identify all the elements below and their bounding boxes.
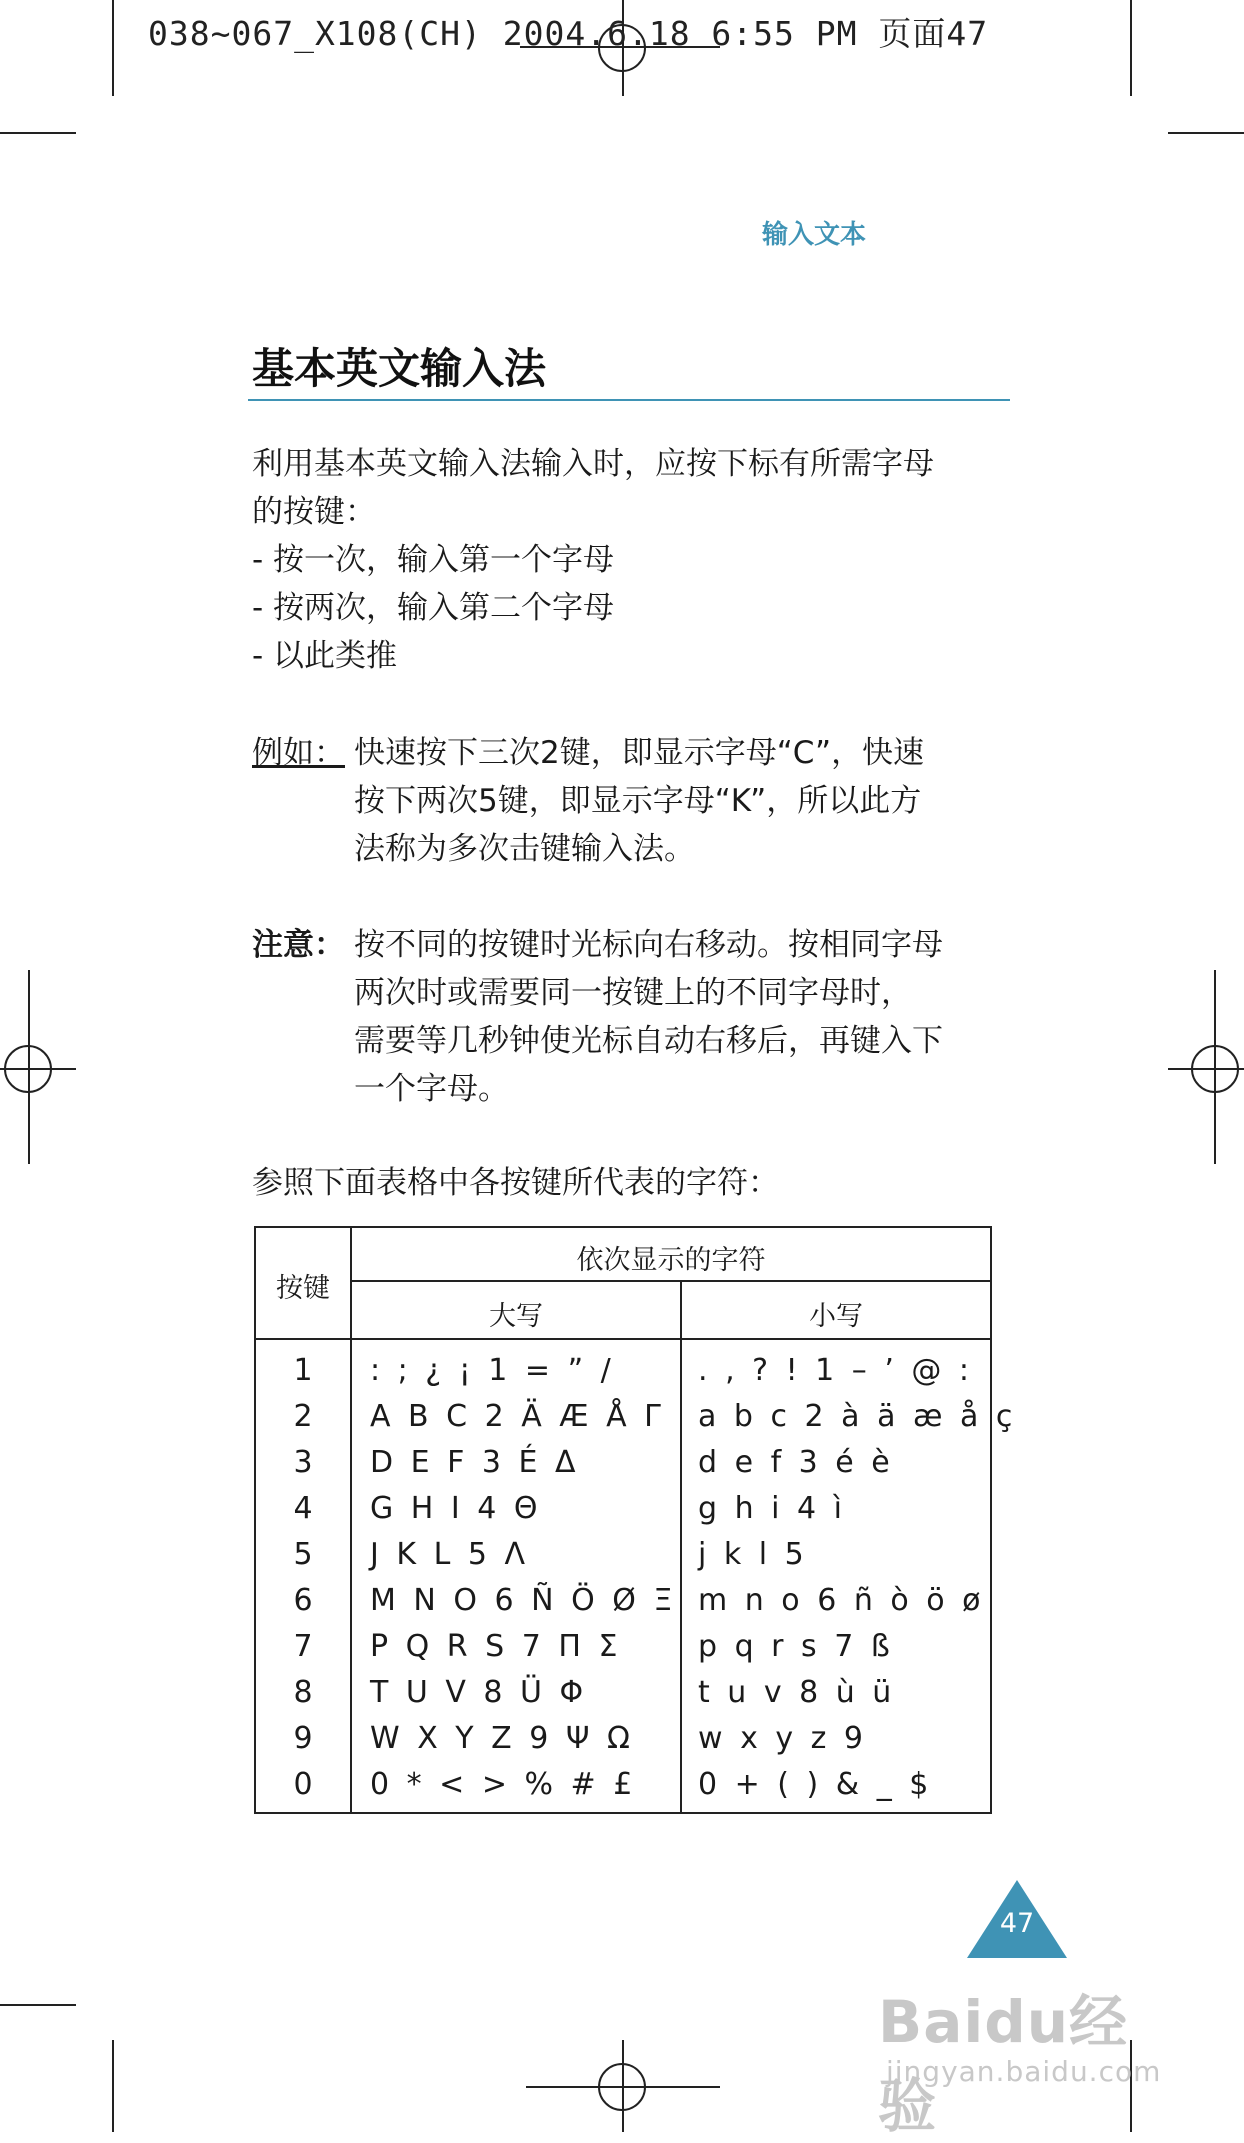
intro-line: - 按两次，输入第二个字母 [252,590,615,626]
table-caption: 参照下面表格中各按键所代表的字符： [252,1165,779,1201]
table-divider [350,1280,990,1282]
intro-line: 利用基本英文输入法输入时，应按下标有所需字母 [252,446,934,482]
registration-circle-left [4,1045,52,1093]
crop-mark [1168,132,1244,134]
watermark-logo: Baidu经验 [878,1988,1129,2140]
crop-mark [112,0,114,96]
header-lower: 小写 [809,1301,863,1332]
lower-cell: d e f 3 é è [698,1445,894,1480]
header-key: 按键 [276,1273,330,1304]
lower-cell: w x y z 9 [698,1721,868,1756]
lower-cell: a b c 2 à ä æ å ç [698,1399,1017,1434]
character-table [254,1226,1017,1814]
example-text [354,729,924,873]
header-chars: 依次显示的字符 [576,1245,766,1276]
page-title: 基本英文输入法 [252,344,547,393]
table-divider [256,1338,990,1340]
note-line: 两次时或需要同一按键上的不同字母时， [354,975,912,1011]
intro-line: - 以此类推 [252,638,398,674]
title-rule [248,399,1010,401]
crop-mark [112,2040,114,2132]
note-text [354,921,943,1113]
key-cell: 9 [293,1721,313,1756]
registration-circle-right [1191,1045,1239,1093]
upper-cell: P Q R S 7 Π Σ [370,1629,622,1664]
upper-cell: D E F 3 É Δ [370,1445,580,1480]
upper-cell: T U V 8 Ü Φ [370,1675,588,1710]
note-line: 需要等几秒钟使光标自动右移后，再键入下 [354,1023,943,1059]
key-cell: 8 [293,1675,313,1710]
registration-circle-bottom [598,2063,646,2111]
example-label: 例如： [252,735,345,771]
key-cell: 2 [293,1399,313,1434]
crop-mark [0,2004,76,2006]
example-line: 按下两次5键，即显示字母“K”，所以此方 [354,783,922,819]
section-label: 输入文本 [762,220,867,250]
key-cell: 0 [293,1767,313,1802]
print-slug: 038~067_X108(CH) 2004.6.18 6:55 PM 页面47 [148,14,989,53]
upper-cell: A B C 2 Ä Æ Å Γ [370,1399,665,1434]
watermark-url: jingyan.baidu.com [886,2055,1162,2088]
key-cell: 5 [293,1537,313,1572]
upper-cell: G H I 4 Θ [370,1491,542,1526]
key-cell: 7 [293,1629,313,1664]
page-number: 47 [999,1908,1035,1939]
lower-cell: t u v 8 ù ü [698,1675,896,1710]
lower-cell: . , ? ! 1 – ’ @ : [698,1353,974,1388]
header-upper: 大写 [489,1301,543,1332]
example-line: 快速按下三次2键，即显示字母“C”，快速 [354,735,925,771]
lower-cell: g h i 4 ì [698,1491,846,1526]
table-divider [680,1280,682,1812]
crop-mark [0,132,76,134]
key-cell: 6 [293,1583,313,1618]
intro-paragraph [252,440,934,680]
intro-line: - 按一次，输入第一个字母 [252,542,615,578]
lower-cell: p q r s 7 ß [698,1629,894,1664]
note-line: 一个字母。 [354,1071,509,1107]
baidu-watermark [878,1975,1178,2140]
key-cell: 3 [293,1445,313,1480]
upper-cell: M N O 6 Ñ Ö Ø Ξ [370,1583,677,1618]
upper-cell: J K L 5 Λ [370,1537,529,1572]
key-column [256,1348,350,1808]
lowercase-column [698,1348,1016,1808]
key-cell: 4 [293,1491,313,1526]
upper-cell: : ; ¿ ¡ 1 = ” / [370,1353,615,1388]
key-cell: 1 [293,1353,313,1388]
note-label: 注意： [252,927,345,963]
uppercase-column [370,1348,676,1808]
example-line: 法称为多次击键输入法。 [354,831,695,867]
lower-cell: 0 + ( ) & _ $ [698,1767,933,1802]
note-line: 按不同的按键时光标向右移动。按相同字母 [354,927,943,963]
lower-cell: m n o 6 ñ ò ö ø [698,1583,985,1618]
lower-cell: j k l 5 [698,1537,808,1572]
intro-line: 的按键： [252,494,376,530]
upper-cell: W X Y Z 9 Ψ Ω [370,1721,634,1756]
crop-mark [1130,0,1132,96]
upper-cell: 0 * < > % # £ [370,1767,637,1802]
